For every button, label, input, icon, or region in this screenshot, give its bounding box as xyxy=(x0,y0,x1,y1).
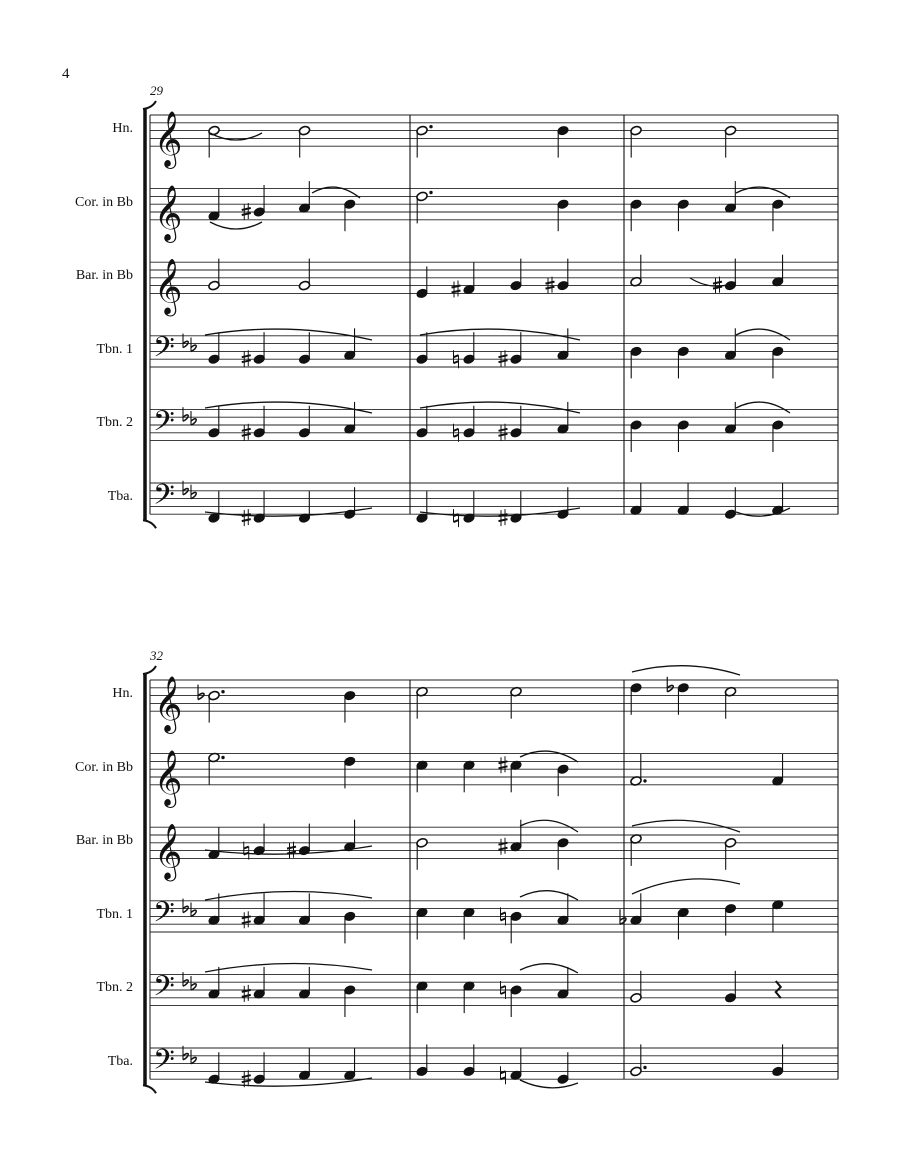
slur xyxy=(520,891,578,900)
natural-sign xyxy=(501,912,506,914)
natural-sign xyxy=(501,986,506,988)
system-1 xyxy=(75,83,838,528)
treble-clef-icon: 𝄞 xyxy=(154,823,183,880)
slur xyxy=(632,820,740,832)
bass-clef-icon: 𝄢 xyxy=(153,969,175,1010)
augmentation-dot xyxy=(429,125,432,128)
sharp-sign xyxy=(499,355,508,357)
slur xyxy=(520,964,578,973)
slur xyxy=(520,820,578,832)
staff-label-baritone: Bar. in Bb xyxy=(75,268,133,283)
slur xyxy=(520,1080,578,1088)
staff-label-trombone-1: Tbn. 1 xyxy=(96,342,133,357)
staff-label-tuba: Tba. xyxy=(107,489,133,504)
flat-sign xyxy=(198,693,204,699)
key-signature-flat xyxy=(183,341,188,347)
sharp-sign xyxy=(242,995,251,997)
staff-label-cornet: Cor. in Bb xyxy=(75,760,133,775)
treble-clef-icon: 𝄞 xyxy=(154,258,183,315)
system-bracket xyxy=(143,666,156,674)
key-signature-flat xyxy=(183,488,188,494)
staff-label-cornet: Cor. in Bb xyxy=(75,195,133,210)
sharp-sign xyxy=(546,287,555,289)
bass-clef-icon: 𝄢 xyxy=(153,896,175,937)
quarter-rest-icon xyxy=(776,981,781,998)
staff-label-trombone-2: Tbn. 2 xyxy=(96,415,133,430)
flat-sign xyxy=(667,685,673,691)
slur xyxy=(420,402,580,413)
key-signature-flat xyxy=(191,910,196,916)
key-signature-flat xyxy=(183,415,188,421)
sharp-sign xyxy=(242,519,251,521)
sharp-sign xyxy=(242,1080,251,1082)
slur xyxy=(210,133,262,140)
augmentation-dot xyxy=(643,1066,646,1069)
natural-sign xyxy=(244,847,249,849)
key-signature-flat xyxy=(183,980,188,986)
sharp-sign xyxy=(499,848,508,850)
augmentation-dot xyxy=(429,191,432,194)
bass-clef-icon: 𝄢 xyxy=(153,1043,175,1084)
augmentation-dot xyxy=(221,690,224,693)
augmentation-dot xyxy=(221,756,224,759)
natural-sign xyxy=(454,435,459,437)
measure-number: 32 xyxy=(150,648,163,663)
sharp-sign xyxy=(499,360,508,362)
slur xyxy=(520,751,578,762)
staff-label-tuba: Tba. xyxy=(107,1054,133,1069)
sharp-sign xyxy=(499,434,508,436)
sharp-sign xyxy=(242,208,251,210)
key-signature-flat xyxy=(183,906,188,912)
sharp-sign xyxy=(242,360,251,362)
bass-clef-icon: 𝄢 xyxy=(153,331,175,372)
slur xyxy=(736,402,790,413)
sharp-sign xyxy=(242,434,251,436)
key-signature-flat xyxy=(191,419,196,425)
flat-sign xyxy=(620,918,626,924)
sharp-sign xyxy=(242,921,251,923)
slur xyxy=(736,329,790,340)
treble-clef-icon: 𝄞 xyxy=(154,749,183,806)
staff-label-horn: Hn. xyxy=(112,121,133,136)
staff-label-horn: Hn. xyxy=(112,686,133,701)
measure-number: 29 xyxy=(150,83,163,98)
natural-sign xyxy=(501,918,506,920)
slur xyxy=(205,891,372,900)
sharp-sign xyxy=(287,847,296,849)
sharp-sign xyxy=(242,1075,251,1077)
bass-clef-icon: 𝄢 xyxy=(153,404,175,445)
page-number: 4 xyxy=(62,66,70,82)
natural-sign xyxy=(454,355,459,357)
staff-label-trombone-2: Tbn. 2 xyxy=(96,980,133,995)
key-signature-flat xyxy=(191,345,196,351)
sharp-sign xyxy=(242,429,251,431)
sharp-sign xyxy=(713,282,722,284)
slur xyxy=(205,329,372,340)
sharp-sign xyxy=(499,429,508,431)
key-signature-flat xyxy=(191,492,196,498)
slur xyxy=(205,402,372,413)
slur xyxy=(632,879,740,894)
bass-clef-icon: 𝄢 xyxy=(153,478,175,519)
natural-sign xyxy=(454,520,459,522)
system-bracket xyxy=(143,520,156,528)
staff-label-baritone: Bar. in Bb xyxy=(75,833,133,848)
natural-sign xyxy=(454,361,459,363)
sharp-sign xyxy=(546,282,555,284)
treble-clef-icon: 𝄞 xyxy=(154,111,183,168)
sharp-sign xyxy=(499,766,508,768)
sharp-sign xyxy=(242,213,251,215)
key-signature-flat xyxy=(191,984,196,990)
key-signature-flat xyxy=(183,1053,188,1059)
slur xyxy=(420,329,580,340)
system-bracket xyxy=(143,1085,156,1093)
sharp-sign xyxy=(713,287,722,289)
staff-label-trombone-1: Tbn. 1 xyxy=(96,907,133,922)
sharp-sign xyxy=(499,519,508,521)
treble-clef-icon: 𝄞 xyxy=(154,676,183,733)
natural-sign xyxy=(501,992,506,994)
slur xyxy=(632,666,740,675)
sharp-sign xyxy=(452,291,461,293)
key-signature-flat xyxy=(191,1057,196,1063)
augmentation-dot xyxy=(643,779,646,782)
sharp-sign xyxy=(242,355,251,357)
natural-sign xyxy=(454,429,459,431)
slur xyxy=(210,222,262,229)
system-2 xyxy=(75,648,838,1093)
treble-clef-icon: 𝄞 xyxy=(154,184,183,241)
system-bracket xyxy=(143,101,156,109)
slur xyxy=(205,963,372,972)
